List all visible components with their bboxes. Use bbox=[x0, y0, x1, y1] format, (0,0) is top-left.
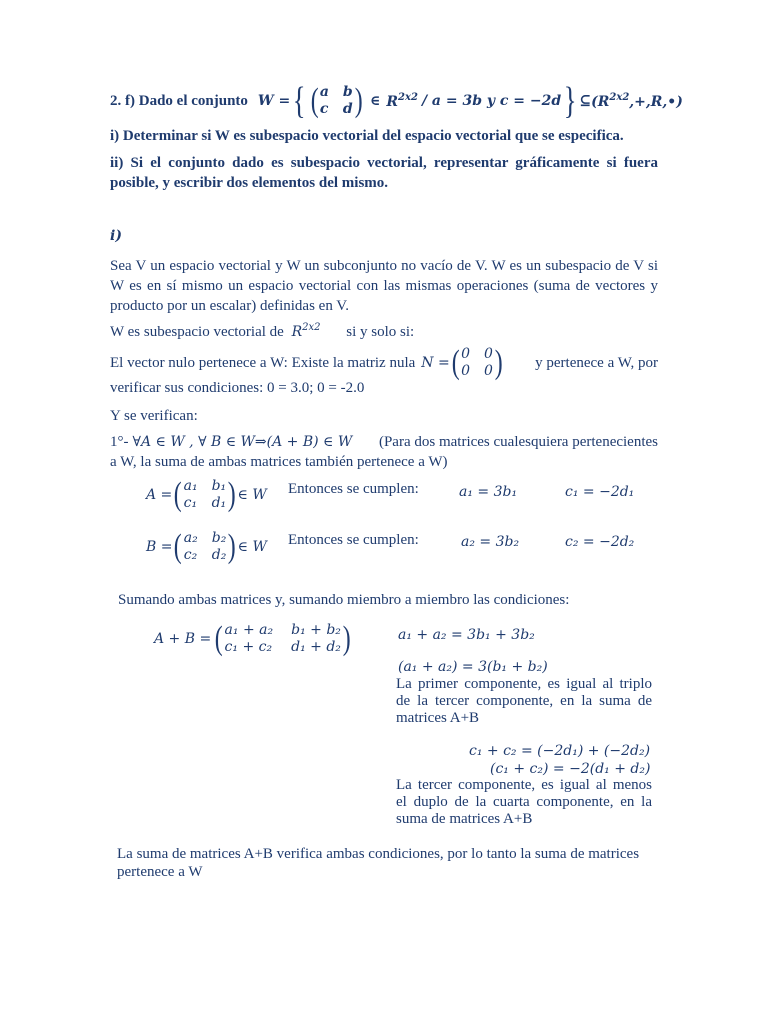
cell: d₁ + d₂ bbox=[291, 639, 341, 655]
sum-text1: La primer componente, es igual al triplo de la tercer componente, en la suma de matrices A+B bbox=[396, 676, 652, 726]
part-i: i) Determinar si W es subespacio vectorial del espacio vectorial que se especifica. bbox=[110, 128, 624, 144]
matrix-b-cond2: c₂ = −2d₂ bbox=[565, 534, 635, 550]
cell: d bbox=[342, 101, 353, 117]
cell: c₁ + c₂ bbox=[224, 639, 273, 655]
conclusion: La suma de matrices A+B verifica ambas condiciones, por lo tanto la suma de matrices pertenece a W bbox=[117, 846, 640, 880]
iff-line bbox=[110, 322, 414, 341]
space-letter: R bbox=[597, 94, 610, 110]
closure-formula: ∀A ∈ W , ∀ B ∈ W⇒(A + B) ∈ W bbox=[132, 434, 353, 450]
closure-line bbox=[110, 434, 658, 451]
space-symbol bbox=[386, 92, 418, 110]
cell: b₁ + b₂ bbox=[291, 622, 341, 638]
null-eq: N = bbox=[421, 355, 450, 371]
part-ii: ii) Si el conjunto dado es subespacio vectorial, representar gráficamente si fuera posible, y escribir dos elementos del mismo. bbox=[110, 155, 658, 191]
matrix-b-cond1: a₂ = 3b₂ bbox=[461, 534, 520, 550]
iff-pre: W es subespacio vectorial de bbox=[110, 324, 284, 340]
open-brace: { bbox=[292, 80, 306, 122]
sum-cond2-factored: (c₁ + c₂) = −2(d₁ + d₂) bbox=[490, 761, 651, 777]
matrix-b-row bbox=[146, 530, 267, 564]
definition-paragraph: Sea V un espacio vectorial y W un subconjunto no vacío de V. W es un subespacio de V si W es en sí mismo un espacio vectorial con las mismas operaciones (suma de vectores y producto por un escalar) definidas en V. bbox=[110, 258, 658, 314]
sum-cond2: c₁ + c₂ = (−2d₁) + (−2d₂) bbox=[469, 743, 651, 759]
sum-intro: Sumando ambas matrices y, sumando miembro a miembro las condiciones: bbox=[118, 592, 570, 608]
sum-cond1: a₁ + a₂ = 3b₁ + 3b₂ bbox=[398, 627, 535, 643]
problem-title bbox=[110, 82, 683, 120]
cell: c bbox=[319, 101, 329, 117]
null-post: y pertenece a W, por bbox=[535, 354, 658, 371]
cell: b₂ bbox=[211, 530, 227, 546]
closure-line2: a W, la suma de ambas matrices también pertenece a W) bbox=[110, 454, 448, 470]
space-exp: 2x2 bbox=[302, 322, 321, 333]
cell: 0 bbox=[483, 363, 493, 379]
cell: 0 bbox=[461, 363, 470, 379]
cell: a₁ bbox=[183, 478, 198, 494]
section-i-label: i) bbox=[110, 228, 122, 244]
ambient-space: $(R^{2x2},+,R,•)$ bbox=[591, 92, 683, 110]
matrix-a-in: ∈ W bbox=[237, 487, 267, 503]
space-exp: 2x2 bbox=[398, 92, 418, 103]
set-matrix: ( a b c d ) bbox=[310, 82, 363, 119]
cell: b bbox=[342, 84, 353, 100]
sum-matrix-row bbox=[154, 622, 352, 656]
cell: a₂ bbox=[183, 530, 198, 546]
matrix-a-eq: A = bbox=[146, 487, 173, 503]
space-letter: R bbox=[386, 94, 399, 110]
subset-symbol: ⊆ bbox=[579, 93, 592, 109]
matrix-a-cond2: c₁ = −2d₁ bbox=[565, 484, 635, 500]
cell: a bbox=[319, 84, 329, 100]
space-letter: R bbox=[291, 324, 303, 340]
sum-cond1-factored: (a₁ + a₂) = 3(b₁ + b₂) bbox=[398, 659, 548, 675]
set-condition: / a = 3b y c = −2d bbox=[421, 93, 562, 109]
matrix-a-then: Entonces se cumplen: bbox=[288, 481, 419, 497]
matrix-a: ( a₁ b₁ c₁ d₁ ) bbox=[173, 476, 236, 513]
sum-matrix: ( a₁ + a₂ b₁ + b₂ c₁ + c₂ d₁ + d₂ ) bbox=[214, 620, 351, 657]
sum-matrix-grid bbox=[225, 622, 341, 656]
matrix-a-row bbox=[146, 478, 267, 512]
matrix-b-eq: B = bbox=[146, 539, 173, 555]
matrix-a-grid bbox=[184, 478, 227, 512]
ambient-tail: ,+,R,•) bbox=[629, 94, 683, 110]
iff-post: si y solo si: bbox=[346, 324, 415, 340]
matrix-b-grid bbox=[184, 530, 227, 564]
matrix-b: ( a₂ b₂ c₂ d₂ ) bbox=[174, 528, 236, 565]
null-vector-line bbox=[110, 346, 658, 380]
sum-eq: A + B = bbox=[154, 631, 212, 647]
close-brace: } bbox=[563, 80, 577, 122]
cell: d₂ bbox=[211, 547, 227, 563]
cell: c₁ bbox=[183, 495, 198, 511]
set-matrix-grid bbox=[320, 84, 353, 118]
iff-space bbox=[292, 324, 321, 340]
matrix-a-cond1: a₁ = 3b₁ bbox=[459, 484, 518, 500]
verify-line: Y se verifican: bbox=[110, 408, 198, 424]
cell: 0 bbox=[483, 346, 493, 362]
cell: d₁ bbox=[211, 495, 227, 511]
null-vector-line2: verificar sus condiciones: 0 = 3.0; 0 = -2.0 bbox=[110, 380, 365, 396]
cell: a₁ + a₂ bbox=[224, 622, 274, 638]
cell: c₂ bbox=[183, 547, 198, 563]
null-matrix-grid bbox=[461, 346, 493, 380]
cell: 0 bbox=[461, 346, 470, 362]
in-symbol: ∈ bbox=[370, 93, 381, 109]
set-prefix: W = bbox=[257, 93, 291, 109]
matrix-b-in: ∈ W bbox=[237, 539, 267, 555]
closure-text1: (Para dos matrices cualesquiera pertenecientes bbox=[378, 434, 658, 450]
problem-label: 2. f) Dado el conjunto bbox=[110, 92, 248, 109]
sum-text2: La tercer componente, es igual al menos el duplo de la cuarta componente, en la suma de matrices A+B bbox=[396, 777, 652, 827]
cell: b₁ bbox=[211, 478, 227, 494]
null-pre: El vector nulo pertenece a W: Existe la matriz nula bbox=[110, 354, 416, 371]
null-matrix: ( 0 0 0 0 ) bbox=[451, 344, 503, 381]
matrix-b-then: Entonces se cumplen: bbox=[288, 532, 419, 548]
space-exp: 2x2 bbox=[609, 92, 630, 103]
closure-num: 1°- bbox=[110, 434, 129, 450]
